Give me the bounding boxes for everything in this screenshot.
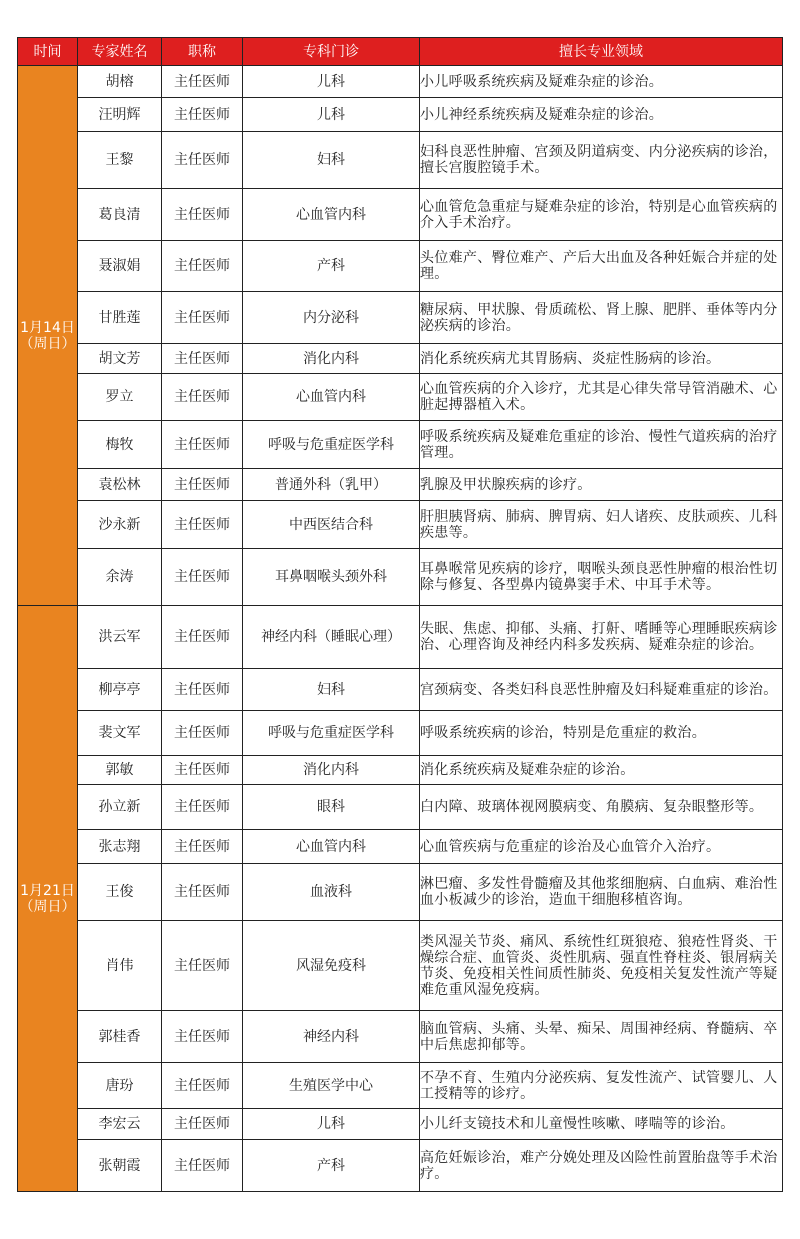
title-cell: 主任医师 xyxy=(162,132,243,189)
table-row xyxy=(18,864,783,921)
clinic-cell: 中西医结合科 xyxy=(243,501,420,549)
title-cell: 主任医师 xyxy=(162,830,243,864)
expertise-cell: 心血管疾病与危重症的诊治及心血管介入治疗。 xyxy=(420,830,783,864)
title-cell: 主任医师 xyxy=(162,711,243,756)
expertise-cell: 白内障、玻璃体视网膜病变、角膜病、复杂眼整形等。 xyxy=(420,785,783,830)
header-name: 专家姓名 xyxy=(78,38,162,66)
title-cell: 主任医师 xyxy=(162,501,243,549)
title-cell: 主任医师 xyxy=(162,66,243,98)
title-cell: 主任医师 xyxy=(162,1063,243,1109)
clinic-cell: 眼科 xyxy=(243,785,420,830)
expertise-cell: 失眠、焦虑、抑郁、头痛、打鼾、嗜睡等心理睡眠疾病诊治、心理咨询及神经内科多发疾病、疑难杂症的诊治。 xyxy=(420,606,783,669)
table-row xyxy=(18,1140,783,1192)
table-row xyxy=(18,1109,783,1140)
name-cell: 汪明辉 xyxy=(78,98,162,132)
name-cell: 罗立 xyxy=(78,374,162,421)
table-row xyxy=(18,241,783,292)
title-cell: 主任医师 xyxy=(162,756,243,785)
title-cell: 主任医师 xyxy=(162,98,243,132)
title-cell: 主任医师 xyxy=(162,1011,243,1063)
table-row xyxy=(18,549,783,606)
title-cell: 主任医师 xyxy=(162,785,243,830)
clinic-cell: 产科 xyxy=(243,241,420,292)
expertise-cell: 呼吸系统疾病的诊治，特别是危重症的救治。 xyxy=(420,711,783,756)
clinic-cell: 内分泌科 xyxy=(243,292,420,344)
table-row xyxy=(18,669,783,711)
expertise-cell: 不孕不育、生殖内分泌疾病、复发性流产、试管婴儿、人工授精等的诊疗。 xyxy=(420,1063,783,1109)
header-clinic: 专科门诊 xyxy=(243,38,420,66)
clinic-cell: 儿科 xyxy=(243,98,420,132)
expertise-cell: 糖尿病、甲状腺、骨质疏松、肾上腺、肥胖、垂体等内分泌疾病的诊治。 xyxy=(420,292,783,344)
expertise-cell: 心血管疾病的介入诊疗，尤其是心律失常导管消融术、心脏起搏器植入术。 xyxy=(420,374,783,421)
expertise-cell: 高危妊娠诊治，难产分娩处理及凶险性前置胎盘等手术治疗。 xyxy=(420,1140,783,1192)
name-cell: 裴文军 xyxy=(78,711,162,756)
clinic-cell: 神经内科 xyxy=(243,1011,420,1063)
date-label: 1月14日 xyxy=(20,319,75,336)
expertise-cell: 脑血管病、头痛、头晕、痴呆、周围神经病、脊髓病、卒中后焦虑抑郁等。 xyxy=(420,1011,783,1063)
name-cell: 胡文芳 xyxy=(78,344,162,374)
date-label: 1月21日 xyxy=(20,882,75,899)
title-cell: 主任医师 xyxy=(162,374,243,421)
expertise-cell: 消化系统疾病尤其胃肠病、炎症性肠病的诊治。 xyxy=(420,344,783,374)
clinic-cell: 妇科 xyxy=(243,669,420,711)
clinic-cell: 心血管内科 xyxy=(243,374,420,421)
weekday-label: （周日） xyxy=(19,335,76,352)
table-row xyxy=(18,711,783,756)
name-cell: 郭桂香 xyxy=(78,1011,162,1063)
name-cell: 袁松林 xyxy=(78,469,162,501)
clinic-cell: 耳鼻咽喉头颈外科 xyxy=(243,549,420,606)
name-cell: 甘胜莲 xyxy=(78,292,162,344)
name-cell: 孙立新 xyxy=(78,785,162,830)
date-cell xyxy=(18,606,78,1192)
name-cell: 肖伟 xyxy=(78,921,162,1011)
expertise-cell: 宫颈病变、各类妇科良恶性肿瘤及妇科疑难重症的诊治。 xyxy=(420,669,783,711)
schedule-body xyxy=(18,66,783,1192)
clinic-cell: 儿科 xyxy=(243,1109,420,1140)
table-row xyxy=(18,830,783,864)
table-row xyxy=(18,421,783,469)
clinic-cell: 心血管内科 xyxy=(243,189,420,241)
clinic-cell: 消化内科 xyxy=(243,756,420,785)
name-cell: 唐玢 xyxy=(78,1063,162,1109)
title-cell: 主任医师 xyxy=(162,549,243,606)
clinic-cell: 血液科 xyxy=(243,864,420,921)
title-cell: 主任医师 xyxy=(162,292,243,344)
table-row xyxy=(18,785,783,830)
expertise-cell: 头位难产、臀位难产、产后大出血及各种妊娠合并症的处理。 xyxy=(420,241,783,292)
name-cell: 张志翔 xyxy=(78,830,162,864)
expertise-cell: 小儿呼吸系统疾病及疑难杂症的诊治。 xyxy=(420,66,783,98)
table-row xyxy=(18,1063,783,1109)
name-cell: 柳亭亭 xyxy=(78,669,162,711)
table-row xyxy=(18,66,783,98)
clinic-cell: 风湿免疫科 xyxy=(243,921,420,1011)
clinic-cell: 儿科 xyxy=(243,66,420,98)
table-row xyxy=(18,921,783,1011)
name-cell: 沙永新 xyxy=(78,501,162,549)
table-row xyxy=(18,344,783,374)
expertise-cell: 小儿纤支镜技术和儿童慢性咳嗽、哮喘等的诊治。 xyxy=(420,1109,783,1140)
table-row xyxy=(18,501,783,549)
expertise-cell: 心血管危急重症与疑难杂症的诊治，特别是心血管疾病的介入手术治疗。 xyxy=(420,189,783,241)
expertise-cell: 消化系统疾病及疑难杂症的诊治。 xyxy=(420,756,783,785)
clinic-cell: 产科 xyxy=(243,1140,420,1192)
name-cell: 李宏云 xyxy=(78,1109,162,1140)
table-row xyxy=(18,374,783,421)
clinic-cell: 普通外科（乳甲） xyxy=(243,469,420,501)
title-cell: 主任医师 xyxy=(162,606,243,669)
expertise-cell: 小儿神经系统疾病及疑难杂症的诊治。 xyxy=(420,98,783,132)
title-cell: 主任医师 xyxy=(162,189,243,241)
name-cell: 葛良清 xyxy=(78,189,162,241)
clinic-cell: 生殖医学中心 xyxy=(243,1063,420,1109)
name-cell: 聂淑娟 xyxy=(78,241,162,292)
title-cell: 主任医师 xyxy=(162,1140,243,1192)
expertise-cell: 淋巴瘤、多发性骨髓瘤及其他浆细胞病、白血病、难治性血小板减少的诊治，造血干细胞移植咨询。 xyxy=(420,864,783,921)
clinic-cell: 消化内科 xyxy=(243,344,420,374)
expertise-cell: 呼吸系统疾病及疑难危重症的诊治、慢性气道疾病的治疗管理。 xyxy=(420,421,783,469)
table-row xyxy=(18,606,783,669)
expertise-cell: 类风湿关节炎、痛风、系统性红斑狼疮、狼疮性肾炎、干燥综合症、血管炎、炎性肌病、强直性脊柱炎、银屑病关节炎、免疫相关性间质性肺炎、免疫相关复发性流产等疑难危重风湿免疫病。 xyxy=(420,921,783,1011)
expertise-cell: 耳鼻喉常见疾病的诊疗，咽喉头颈良恶性肿瘤的根治性切除与修复、各型鼻内镜鼻窦手术、中耳手术等。 xyxy=(420,549,783,606)
title-cell: 主任医师 xyxy=(162,669,243,711)
table-row xyxy=(18,98,783,132)
title-cell: 主任医师 xyxy=(162,344,243,374)
name-cell: 王俊 xyxy=(78,864,162,921)
clinic-cell: 神经内科（睡眠心理） xyxy=(243,606,420,669)
name-cell: 郭敏 xyxy=(78,756,162,785)
table-row xyxy=(18,469,783,501)
name-cell: 余涛 xyxy=(78,549,162,606)
expert-schedule-table xyxy=(17,37,783,1192)
title-cell: 主任医师 xyxy=(162,864,243,921)
table-row xyxy=(18,292,783,344)
clinic-cell: 呼吸与危重症医学科 xyxy=(243,421,420,469)
name-cell: 王黎 xyxy=(78,132,162,189)
table-row xyxy=(18,1011,783,1063)
header-expertise: 擅长专业领域 xyxy=(420,38,783,66)
header-title: 职称 xyxy=(162,38,243,66)
title-cell: 主任医师 xyxy=(162,921,243,1011)
header-row xyxy=(18,38,783,66)
header-time: 时间 xyxy=(18,38,78,66)
expertise-cell: 妇科良恶性肿瘤、宫颈及阴道病变、内分泌疾病的诊治，擅长宫腹腔镜手术。 xyxy=(420,132,783,189)
clinic-cell: 妇科 xyxy=(243,132,420,189)
title-cell: 主任医师 xyxy=(162,421,243,469)
name-cell: 梅牧 xyxy=(78,421,162,469)
expertise-cell: 肝胆胰肾病、肺病、脾胃病、妇人诸疾、皮肤顽疾、儿科疾患等。 xyxy=(420,501,783,549)
title-cell: 主任医师 xyxy=(162,1109,243,1140)
name-cell: 张朝霞 xyxy=(78,1140,162,1192)
date-cell xyxy=(18,66,78,606)
name-cell: 胡榕 xyxy=(78,66,162,98)
clinic-cell: 呼吸与危重症医学科 xyxy=(243,711,420,756)
name-cell: 洪云军 xyxy=(78,606,162,669)
weekday-label: （周日） xyxy=(19,898,76,915)
title-cell: 主任医师 xyxy=(162,469,243,501)
table-row xyxy=(18,189,783,241)
table-row xyxy=(18,132,783,189)
clinic-cell: 心血管内科 xyxy=(243,830,420,864)
title-cell: 主任医师 xyxy=(162,241,243,292)
table-row xyxy=(18,756,783,785)
expertise-cell: 乳腺及甲状腺疾病的诊疗。 xyxy=(420,469,783,501)
